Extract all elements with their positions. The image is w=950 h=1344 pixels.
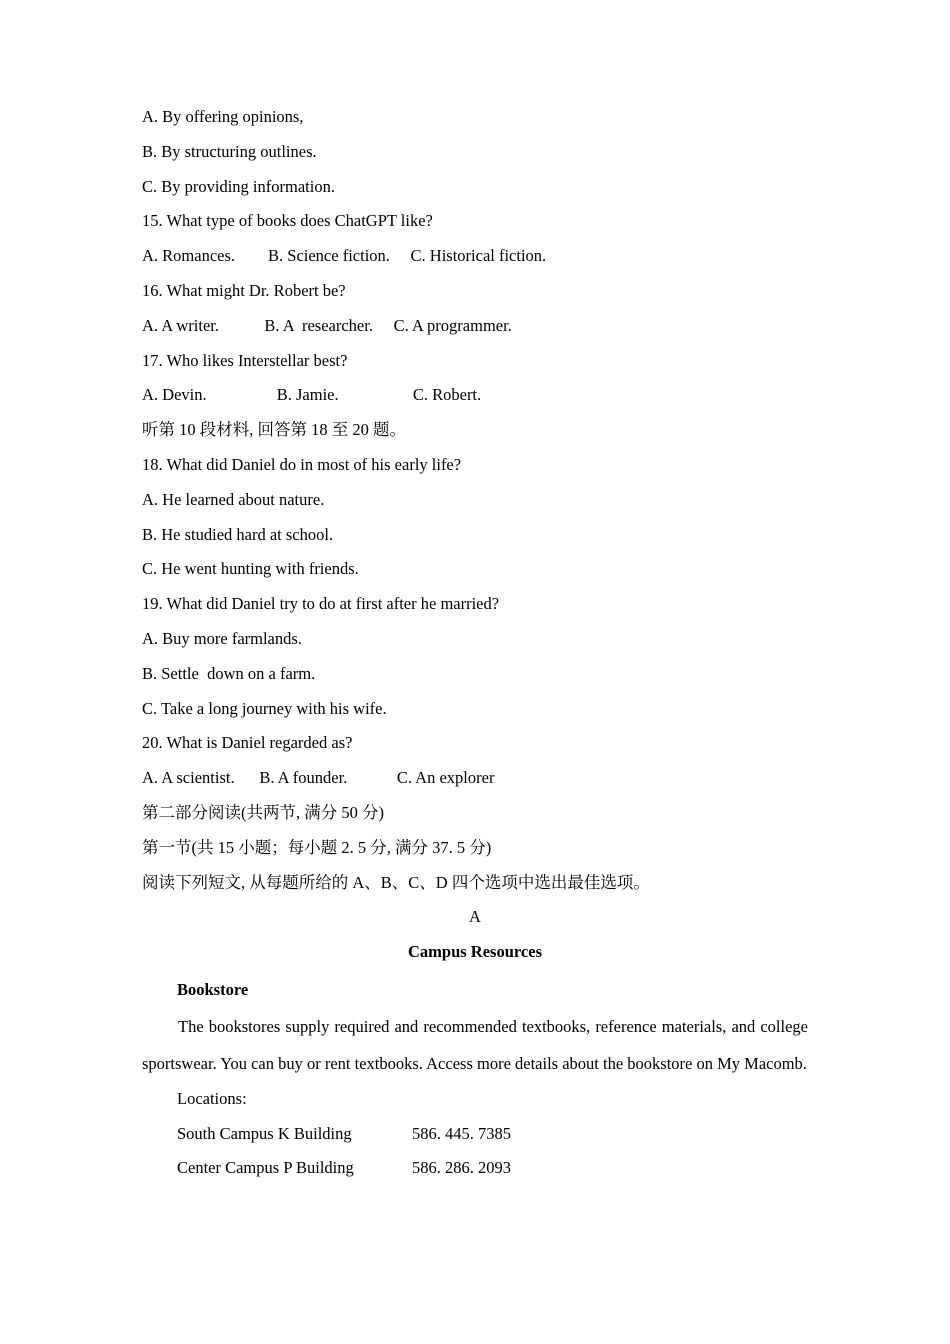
question-19-option-b: B. Settle down on a farm.: [142, 663, 316, 683]
location-phone: 586. 286. 2093: [412, 1158, 511, 1178]
material-10-instruction: 听第 10 段材料, 回答第 18 至 20 题。: [142, 420, 406, 440]
locations-label: Locations:: [177, 1088, 247, 1108]
question-20-options: A. A scientist. B. A founder. C. An explorer: [142, 768, 495, 788]
part-two-title: 第二部分阅读(共两节, 满分 50 分): [142, 802, 384, 822]
question-15-options: A. Romances. B. Science fiction. C. Historical fiction.: [142, 246, 547, 266]
question-18-option-c: C. He went hunting with friends.: [142, 559, 359, 579]
passage-label: A: [469, 907, 481, 927]
question-19-option-a: A. Buy more farmlands.: [142, 628, 302, 648]
question-16-options: A. A writer. B. A researcher. C. A programmer.: [142, 315, 512, 335]
question-17-stem: 17. Who likes Interstellar best?: [142, 350, 348, 370]
section-one-title: 第一节(共 15 小题；每小题 2. 5 分, 满分 37. 5 分): [142, 837, 492, 857]
question-18-option-b: B. He studied hard at school.: [142, 524, 334, 544]
question-18-option-a: A. He learned about nature.: [142, 489, 325, 509]
question-18-stem: 18. What did Daniel do in most of his early life?: [142, 454, 462, 474]
location-phone: 586. 445. 7385: [412, 1123, 511, 1143]
location-name: South Campus K Building: [177, 1123, 352, 1143]
location-name: Center Campus P Building: [177, 1158, 354, 1178]
question-19-option-c: C. Take a long journey with his wife.: [142, 698, 387, 718]
location-row: [142, 1151, 808, 1186]
location-row: [142, 1117, 808, 1152]
section-one-instruction: 阅读下列短文, 从每题所给的 A、B、C、D 四个选项中选出最佳选项。: [142, 872, 650, 892]
option-line: B. By structuring outlines.: [142, 141, 317, 161]
passage-title: Campus Resources: [408, 942, 542, 962]
passage-paragraph: The bookstores supply required and recommended textbooks, reference materials, and college sportswear. You can buy or rent textbooks. Access more details about the bookstore on My Macomb.: [142, 1016, 808, 1073]
question-17-options: A. Devin. B. Jamie. C. Robert.: [142, 385, 482, 405]
option-line: A. By offering opinions,: [142, 107, 304, 126]
subsection-title: Bookstore: [177, 979, 249, 999]
question-15-stem: 15. What type of books does ChatGPT like?: [142, 211, 433, 231]
option-line: C. By providing information.: [142, 176, 335, 196]
question-19-stem: 19. What did Daniel try to do at first after he married?: [142, 594, 500, 614]
question-20-stem: 20. What is Daniel regarded as?: [142, 733, 353, 753]
question-16-stem: 16. What might Dr. Robert be?: [142, 280, 346, 300]
